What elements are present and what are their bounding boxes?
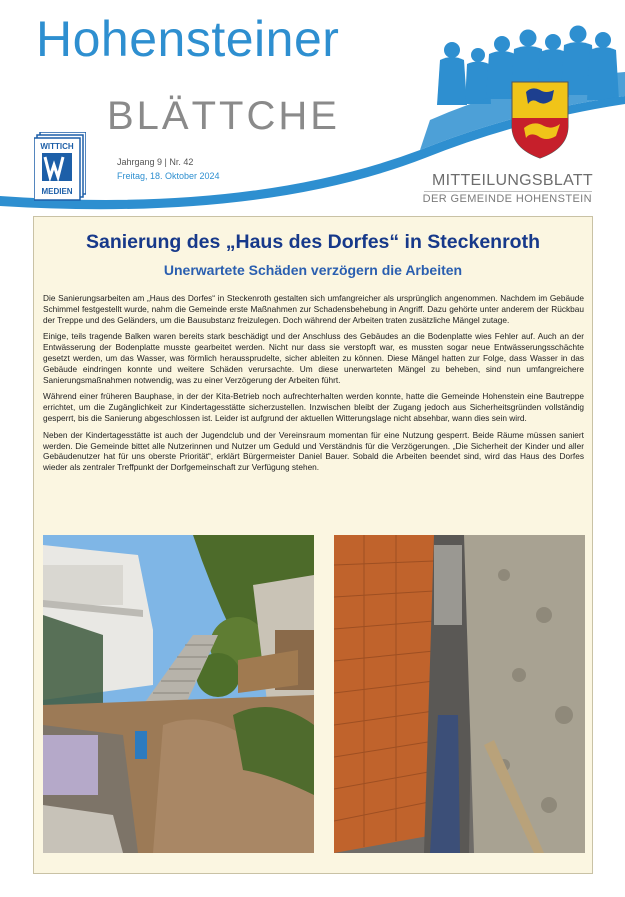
coat-of-arms-icon [512, 82, 568, 158]
article-headline: Sanierung des „Haus des Dorfes“ in Steckenroth [85, 231, 541, 253]
masthead [0, 0, 625, 215]
article-body [43, 293, 584, 479]
wittich-medien-logo [34, 132, 86, 202]
article-paragraph: Neben der Kindertagesstätte ist auch der Jugendclub und der Vereinsraum momentan für eine Nutzung gesperrt. Beide Räume müssen saniert werden. Die Gemeinde bittet alle Nutzerinnen und Nutzer um Geduld und Verständnis für die Verzögerungen. „Die Sicherheit der Kinder und aller Gebäudenutzer hat für uns oberste Priorität“, erklärt Bürgermeister Daniel Bauer. Sobald die Arbeiten beendet sind, wird das Haus des Dorfes wieder als zentraler Treffpunkt der Dorfgemeinschaft zur Verfügung stehen. [43, 429, 584, 473]
newspaper-title: Hohensteiner [36, 11, 340, 67]
article-subheadline: Unerwartete Schäden verzögern die Arbeiten [163, 262, 463, 278]
basement-wall-photo [334, 535, 585, 853]
newsletter-divider [424, 191, 592, 192]
article-paragraph: Während einer früheren Bauphase, in der der Kita-Betrieb noch aufrechterhalten werden konnte, hatte die Gemeinde Hohenstein eine Bautreppe errichtet, um die Zugänglichkeit zur Kindertagesstätte sicherzustellen. Inzwischen bleibt der Zugang jedoch aus Sicherheitsgründen vollständig gesperrt, bis die Sanierung abgeschlossen ist. Leider ist aufgrund der aktuellen Witterungslage nicht absehbar, wann dies sein wird. [43, 391, 584, 423]
issue-date: Freitag, 18. Oktober 2024 [117, 171, 220, 181]
article-box [33, 216, 593, 874]
svg-text:WITTICH: WITTICH [40, 142, 74, 151]
newsletter-subtitle: DER GEMEINDE HOHENSTEIN [422, 193, 592, 205]
newspaper-subtitle: BLÄTTCHE [107, 94, 340, 138]
article-paragraph: Einige, teils tragende Balken waren bereits stark beschädigt und der Anschluss des Gebäudes an die Bodenplatte wies Fehler auf. Auch an der Entwässerung der Bodenplatte musste gearbeitet werden. Nicht nur dass sie verstopft war, es mussten sogar neue Entwässerungsschächte gesetzt werden, um das Wasser, was förmlich heraussprudelte, sicher ableiten zu können. Diese Mängel hatten zur Folge, dass Wasser in das Gebäude eindringen konnte und weitere Schäden verursachte. Um diese unerwarteten Mängel zu beheben, sind nun umfangreichere Sanierungsmaßnahmen notwendig, was zu einer Verzögerung der Arbeiten führt. [43, 331, 584, 385]
issue-number: Jahrgang 9 | Nr. 42 [117, 157, 194, 167]
article-paragraph: Die Sanierungsarbeiten am „Haus des Dorfes“ in Steckenroth gestalten sich umfangreicher als ursprünglich angenommen. Nachdem im Gebäude Schimmel festgestellt wurde, nahm die Gemeinde erste Maßnahmen zur Schadensbehebung in Angriff. Dazu gehörte unter anderem der Rückbau der Treppe und des Geländers, um die Bausubstanz freizulegen. Doch während der Arbeiten traten zusätzliche Mängel zutage. [43, 293, 584, 325]
newsletter-title: MITTEILUNGSBLATT [432, 172, 593, 189]
construction-site-photo [43, 535, 314, 853]
svg-text:MEDIEN: MEDIEN [41, 187, 73, 196]
